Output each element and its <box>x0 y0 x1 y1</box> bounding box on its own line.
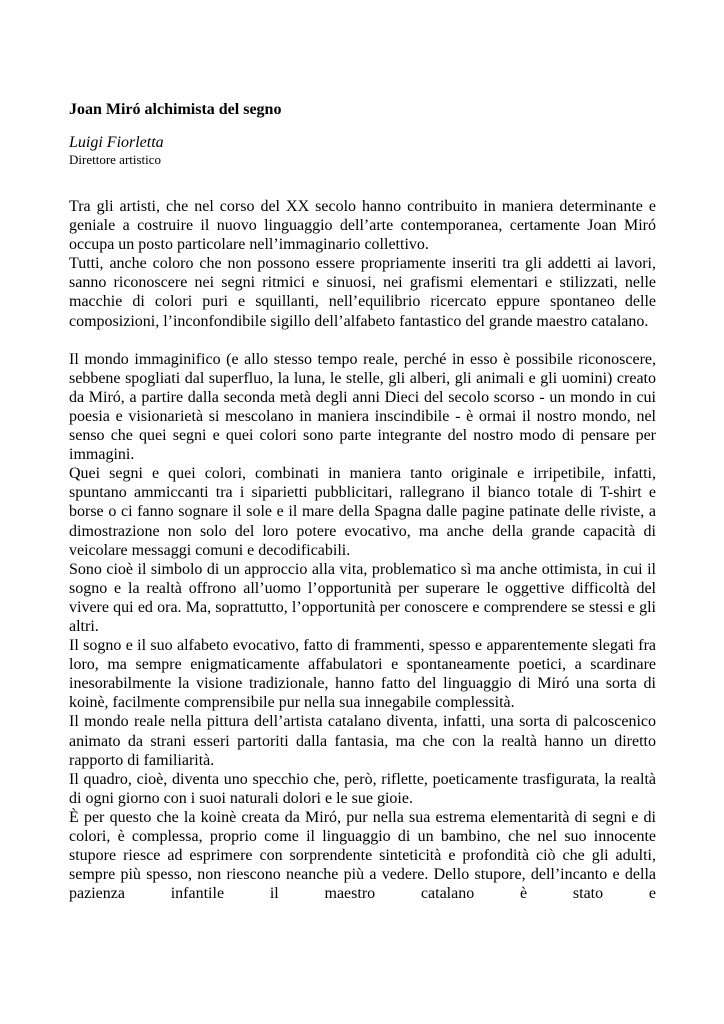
paragraph-9: È per questo che la koinè creata da Miró, pur nella sua estrema elementarità di segni e di colori, è complessa, proprio come il linguaggio di un bambino, che nel suo innocente stupore riesce ad esprimere con sorprendente sinteticità e profondità ciò che gli adulti, sempre più spesso, non riescono neanche più a vedere. Dello stupore, dell’incanto e della pazienza infantile il maestro catalano è stato e <box>69 808 656 903</box>
paragraph-7: Il mondo reale nella pittura dell’artista catalano diventa, infatti, una sorta di palcoscenico animato da strani esseri partoriti dalla fantasia, ma che con la realtà hanno un diretto rapporto di familiarità. <box>69 713 656 769</box>
paragraph-2: Tutti, anche coloro che non possono essere propriamente inseriti tra gli addetti ai lavori, sanno riconoscere nei segni ritmici e sinuosi, nei grafismi elementari e stilizzati, nelle macchie di colori puri e squillanti, nell’equilibrio ricercato eppure spontaneo delle composizioni, l’inconfondibile sigillo dell’alfabeto fantastico del grande maestro catalano. <box>69 255 656 330</box>
document-title: Joan Miró alchimista del segno <box>69 101 282 118</box>
paragraph-5: Sono cioè il simbolo di un approccio alla vita, problematico sì ma anche ottimista, in cui il sogno e la realtà offrono all’uomo l’opportunità per superare le oggettive difficoltà del vivere qui ed ora. Ma, soprattutto, l’opportunità per conoscere e comprendere se stessi e gli altri. <box>69 560 656 635</box>
author-name: Luigi Fiorletta <box>69 134 164 151</box>
paragraph-1: Tra gli artisti, che nel corso del XX secolo hanno contribuito in maniera determinante e geniale a costruire il nuovo linguaggio dell’arte contemporanea, certamente Joan Miró occupa un posto particolare nell’immaginario collettivo. <box>69 198 656 254</box>
paragraph-3: Il mondo immaginifico (e allo stesso tempo reale, perché in esso è possibile riconoscere, sebbene spogliati dal superfluo, la luna, le stelle, gli alberi, gli animali e gli uomini) creato da Miró, a partire dalla seconda metà degli anni Dieci del secolo scorso - un mondo in cui poesia e visionarietà si mescolano in maniera inscindibile - è ormai il nostro mondo, nel senso che quei segni e quei colori sono parte integrante del nostro modo di pensare per immagini. <box>69 350 656 464</box>
document-page <box>69 100 656 903</box>
paragraph-8: Il quadro, cioè, diventa uno specchio che, però, riflette, poeticamente trasfigurata, la realtà di ogni giorno con i suoi naturali dolori e le sue gioie. <box>69 770 656 807</box>
author-role: Direttore artistico <box>69 152 162 167</box>
paragraph-4: Quei segni e quei colori, combinati in maniera tanto originale e irripetibile, infatti, spuntano ammiccanti tra i siparietti pubblicitari, rallegrano il bianco totale di T-shirt e borse o ci fanno sognare il sole e il mare della Spagna dalle pagine patinate delle riviste, a dimostrazione non solo del loro potere evocativo, ma anche della grande capacità di veicolare messaggi comuni e decodificabili. <box>69 465 656 559</box>
document-body <box>69 197 656 903</box>
paragraph-6: Il sogno e il suo alfabeto evocativo, fatto di frammenti, spesso e apparentemente slegati fra loro, ma sempre enigmaticamente affabulatori e spontaneamente poetici, a scardinare inesorabilmente la visione tradizionale, hanno fatto del linguaggio di Miró una sorta di koinè, facilmente comprensibile pur nella sua innegabile complessità. <box>69 637 656 712</box>
